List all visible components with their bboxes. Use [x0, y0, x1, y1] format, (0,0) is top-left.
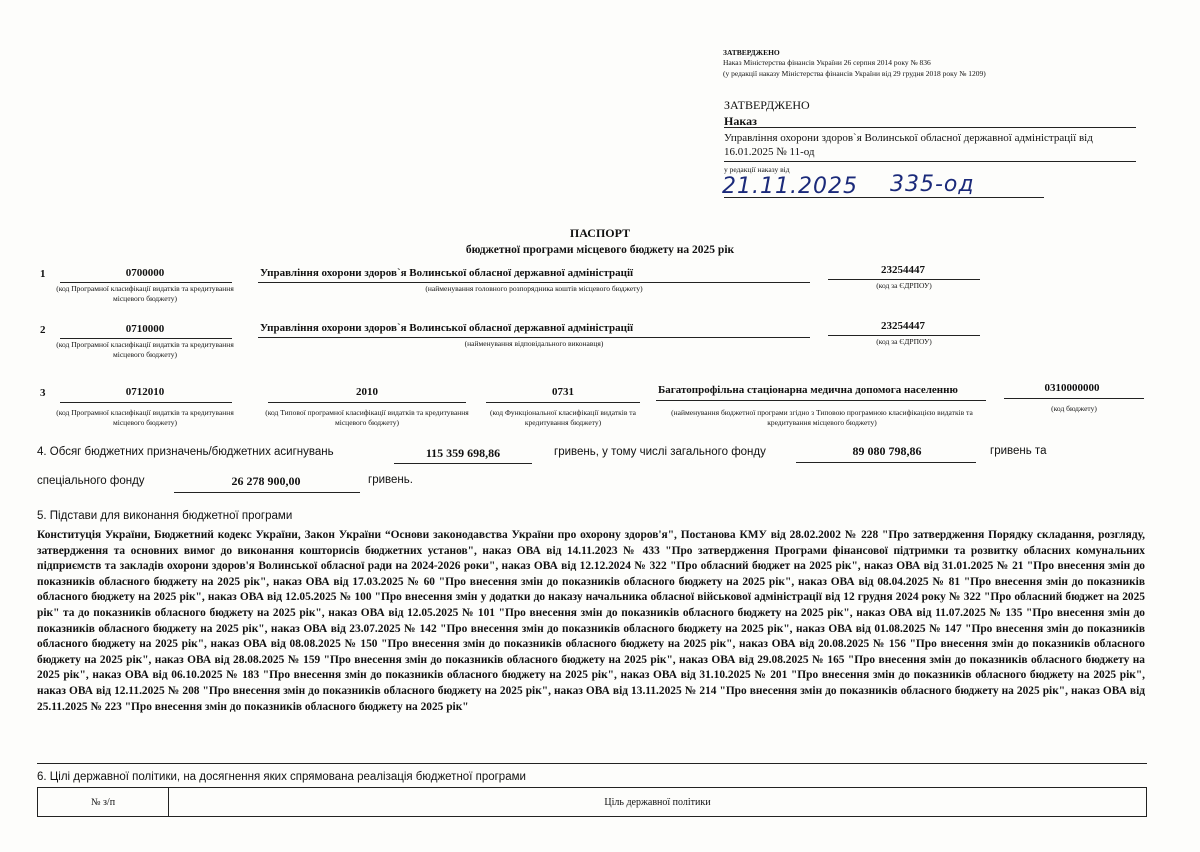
approval-top-heading: ЗАТВЕРДЖЕНО: [723, 48, 780, 57]
row2-edrpou: 23254447: [881, 320, 925, 332]
approval-rule-2: [724, 161, 1136, 162]
row3-code: 0712010: [125, 386, 165, 398]
row3-number: 3: [40, 387, 46, 399]
row2-code-caption: (код Програмної класифікації видатків та кредитування місцевого бюджету): [56, 340, 234, 359]
row2-number: 2: [40, 324, 46, 336]
section5-label: 5. Підстави для виконання бюджетної програми: [37, 510, 293, 522]
row1-code-rule: [60, 282, 232, 283]
goals-col-goal: Ціль державної політики: [169, 788, 1147, 817]
section4-total-rule: [394, 463, 532, 464]
row2-code: 0710000: [125, 323, 165, 335]
row3-functional-code: 0731: [552, 386, 574, 398]
approval-org-line1: Управління охорони здоров`я Волинської обласної державної адміністрації від: [724, 132, 1093, 144]
handwritten-date: 21.11.2025: [722, 174, 858, 199]
section4-special-rule: [174, 492, 360, 493]
passport-subtitle: бюджетної програми місцевого бюджету на 2025 рік: [465, 244, 735, 256]
row3-budget-rule: [1004, 398, 1144, 399]
approval-revision-label: у редакції наказу від: [724, 165, 790, 174]
row3-code-caption: (код Програмної класифікації видатків та кредитування місцевого бюджету): [56, 408, 234, 427]
row3-functional-rule: [486, 402, 640, 403]
row1-number: 1: [40, 268, 46, 280]
row2-name: Управління охорони здоров`я Волинської обласної державної адміністрації: [260, 322, 634, 334]
goals-col-number: № з/п: [38, 788, 169, 817]
section4-special: 26 278 900,00: [231, 474, 301, 488]
section4-general-rule: [796, 462, 976, 463]
row1-name-caption: (найменування головного розпорядника коштів місцевого бюджету): [425, 284, 643, 293]
approval-heading: ЗАТВЕРДЖЕНО: [724, 98, 810, 112]
section4-special-label: спеціального фонду: [37, 475, 145, 487]
approval-rule-3: [724, 197, 1044, 198]
row3-program-caption: (найменування бюджетної програми згідно з Типовою програмною класифікацією видатків та кредитування місцевого бюджету): [671, 408, 973, 427]
approval-org-line2: 16.01.2025 № 11-од: [724, 146, 815, 158]
row1-code-caption: (код Програмної класифікації видатків та кредитування місцевого бюджету): [56, 284, 234, 303]
row3-program-name: Багатопрофільна стаціонарна медична допомога населенню: [658, 384, 958, 396]
row3-budget-code: 0310000000: [1044, 382, 1100, 394]
row3-typical-code: 2010: [356, 386, 378, 398]
section4-general: 89 080 798,86: [852, 444, 922, 458]
section4-tail: гривень та: [990, 445, 1047, 457]
section6-label: 6. Цілі державної політики, на досягнення яких спрямована реалізація бюджетної програми: [37, 771, 526, 783]
approval-rule-1: [724, 127, 1136, 128]
row2-name-rule: [258, 337, 810, 338]
row3-typical-caption: (код Типової програмної класифікації видатків та кредитування місцевого бюджету): [265, 408, 469, 427]
row1-edrpou: 23254447: [881, 264, 925, 276]
section5-rule: [37, 763, 1147, 764]
row3-typical-rule: [268, 402, 466, 403]
passport-title: ПАСПОРТ: [569, 226, 631, 240]
section5-basis-text: Конституція України, Бюджетний кодекс України, Закон України “Основи законодавства України про охорону здоров'я", Постанова КМУ від 28.02.2002 № 228 "Про затвердження Порядку складання, розгляду, затвердження та основних вимог до виконання кошторисів бюджетних установ", наказ ОВА від 14.11.2023 № 433 "Про затвердження Програми фінансової підтримки та розвитку обласних комунальних підприємств та закладів охорони здоров'я Волинської обласної ради на 2024-2026 роки", наказ ОВА від 12.12.2024 № 322 "Про обласний бюджет на 2025 рік", наказ ОВА від 31.01.2025 № 21 "Про внесення змін до показників обласного бюджету на 2025 рік", наказ ОВА від 17.03.2025 № 60 "Про внесення змін до показників обласного бюджету на 2025 рік", наказ ОВА від 08.04.2025 № 81 "Про внесення змін до показників обласного бюджету на 2025 рік", наказ ОВА від 12.05.2025 № 100 "Про внесення змін у додатки до наказу начальника обласної військової адміністрації від 12 грудня 2024 року № 322 "Про обласний бюджет на 2025 рік" та до показників обласного бюджету на 2025 рік", наказ ОВА від 12.05.2025 № 101 "Про внесення змін до показників обласного бюджету на 2025 рік", наказ ОВА від 11.07.2025 № 135 "Про внесення змін до показників обласного бюджету на 2025 рік", наказ ОВА від 23.07.2025 № 142 "Про внесення змін до показників обласного бюджету на 2025 рік", наказ ОВА від 01.08.2025 № 147 "Про внесення змін до показників обласного бюджету на 2025 рік", наказ ОВА від 08.08.2025 № 150 "Про внесення змін до показників обласного бюджету на 2025 рік", наказ ОВА від 20.08.2025 № 156 "Про внесення змін до показників обласного бюджету на 2025 рік", наказ ОВА від 28.08.2025 № 159 "Про внесення змін до показників обласного бюджету на 2025 рік", наказ ОВА від 29.08.2025 № 165 "Про внесення змін до показників обласного бюджету на 2025 рік", наказ ОВА від 06.10.2025 № 183 "Про внесення змін до показників обласного бюджету на 2025 рік", наказ ОВА від 31.10.2025 № 201 "Про внесення змін до показників обласного бюджету на 2025 рік", наказ ОВА від 12.11.2025 № 208 "Про внесення змін до показників обласного бюджету на 2025 рік", наказ ОВА від 13.11.2025 № 214 "Про внесення змін до показників обласного бюджету на 2025 рік", наказ ОВА від 25.11.2025 № 223 "Про внесення змін до показників обласного бюджету на 2025 рік": [37, 529, 1145, 713]
row2-code-rule: [60, 338, 232, 339]
row3-functional-caption: (код Функціональної класифікації видатків та кредитування бюджету): [489, 408, 636, 427]
goals-table: [37, 787, 1147, 817]
approval-top-revision: (у редакції наказу Міністерства фінансів України від 29 грудня 2018 року № 1209): [723, 69, 986, 78]
approval-order-label: Наказ: [724, 114, 757, 128]
section4-middle: гривень, у тому числі загального фонду: [554, 446, 766, 458]
approval-top-order: Наказ Міністерства фінансів України 26 серпня 2014 року № 836: [723, 58, 931, 67]
row1-name: Управління охорони здоров`я Волинської обласної державної адміністрації: [260, 267, 634, 279]
section4-label: 4. Обсяг бюджетних призначень/бюджетних асигнувань: [37, 446, 334, 458]
row1-code: 0700000: [125, 267, 165, 279]
goals-table-header: [38, 788, 1147, 817]
row2-name-caption: (найменування відповідального виконавця): [464, 339, 604, 348]
row3-budget-caption: (код бюджету): [1051, 404, 1097, 413]
row1-edrpou-rule: [828, 279, 980, 280]
handwritten-number: 335-од: [890, 172, 975, 197]
section4-special-tail: гривень.: [368, 474, 413, 486]
row3-code-rule: [60, 402, 232, 403]
row3-program-rule: [656, 400, 986, 401]
row1-name-rule: [258, 282, 810, 283]
approval-org: [724, 131, 1144, 159]
row2-edrpou-rule: [828, 335, 980, 336]
row2-edrpou-caption: (код за ЄДРПОУ): [876, 337, 932, 346]
row1-edrpou-caption: (код за ЄДРПОУ): [876, 281, 932, 290]
section4-total: 115 359 698,86: [425, 446, 501, 460]
